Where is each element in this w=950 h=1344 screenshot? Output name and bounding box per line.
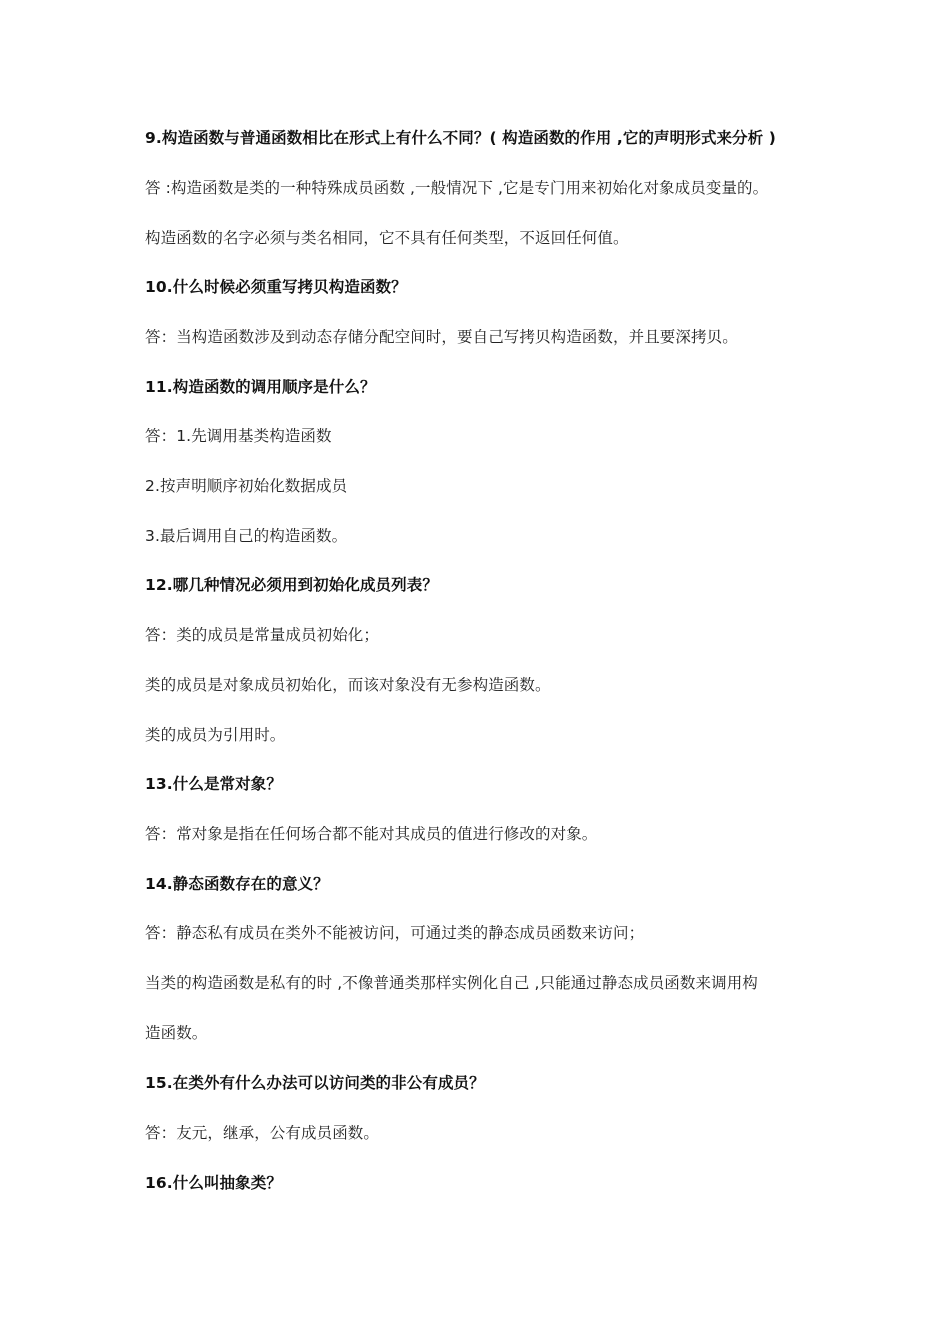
answer-14-line-1: 答：静态私有成员在类外不能被访问，可通过类的静态成员函数来访问； [145,924,645,942]
answer-11-line-3: 3.最后调用自己的构造函数。 [145,527,348,545]
question-14: 14.静态函数存在的意义？ [145,875,329,893]
answer-9-line-1: 答 :构造函数是类的一种特殊成员函数 ,一般情况下 ,它是专门用来初始化对象成员变量的。 [145,179,769,197]
answer-12-line-2: 类的成员是对象成员初始化，而该对象没有无参构造函数。 [145,676,551,694]
question-16: 16.什么叫抽象类？ [145,1174,282,1192]
question-11: 11.构造函数的调用顺序是什么？ [145,378,376,396]
answer-15: 答：友元，继承，公有成员函数。 [145,1124,380,1142]
question-10: 10.什么时候必须重写拷贝构造函数？ [145,278,407,296]
answer-9-line-2: 构造函数的名字必须与类名相同，它不具有任何类型，不返回任何值。 [145,229,629,247]
answer-12-line-1: 答：类的成员是常量成员初始化； [145,626,380,644]
answer-11-line-1: 答：1.先调用基类构造函数 [145,427,332,445]
question-13: 13.什么是常对象？ [145,775,282,793]
question-9: 9.构造函数与普通函数相比在形式上有什么不同？( 构造函数的作用 ,它的声明形式来分析 ) [145,129,776,147]
answer-14-line-3: 造函数。 [145,1024,208,1042]
answer-11-line-2: 2.按声明顺序初始化数据成员 [145,477,348,495]
answer-14-line-2: 当类的构造函数是私有的时 ,不像普通类那样实例化自己 ,只能通过静态成员函数来调用构 [145,974,758,992]
answer-10: 答：当构造函数涉及到动态存储分配空间时，要自己写拷贝构造函数，并且要深拷贝。 [145,328,738,346]
answer-12-line-3: 类的成员为引用时。 [145,726,286,744]
question-12: 12.哪几种情况必须用到初始化成员列表？ [145,576,438,594]
answer-13: 答：常对象是指在任何场合都不能对其成员的值进行修改的对象。 [145,825,598,843]
question-15: 15.在类外有什么办法可以访问类的非公有成员？ [145,1074,485,1092]
